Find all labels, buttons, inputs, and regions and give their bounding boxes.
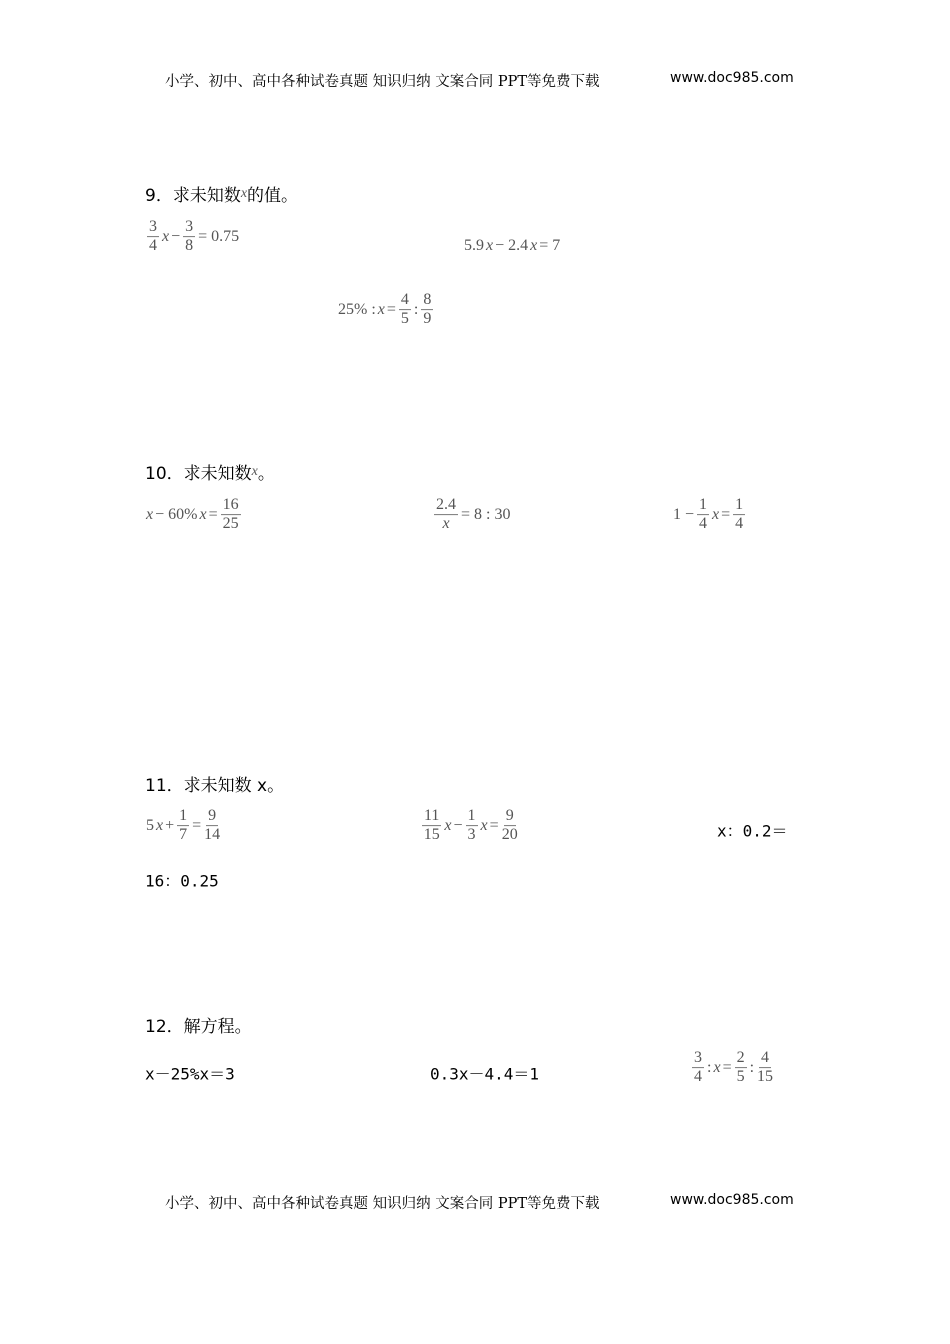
equation-text: = (721, 506, 731, 523)
fraction (183, 218, 195, 256)
numerator: 1 (697, 496, 709, 515)
equation-text: = 8 : 30 (461, 506, 511, 523)
numerator: 1 (733, 496, 745, 515)
equation-text: : (749, 1059, 755, 1076)
variable-x: x (162, 228, 170, 245)
equation (432, 496, 511, 534)
fraction (735, 1049, 747, 1087)
question-9-title (145, 181, 298, 206)
equation-line: x：0.2＝ (717, 821, 788, 841)
variable-x: x (712, 506, 720, 523)
equation-text: = (386, 301, 396, 318)
title-text: 10．求未知数 (145, 464, 252, 484)
equation-text: : (413, 301, 419, 318)
equation: x－25%x＝3 (145, 1064, 235, 1084)
denominator: 3 (467, 826, 476, 844)
equation (337, 291, 435, 329)
question-11-title: 11．求未知数 x。 (145, 776, 285, 796)
equation-text: 5.9 (464, 237, 484, 254)
denominator: 4 (699, 515, 708, 533)
numerator: 3 (692, 1049, 704, 1068)
equation-line: 16：0.25 (145, 871, 219, 891)
equation (145, 807, 222, 845)
equation-text: = (192, 817, 202, 834)
equation-text: − (171, 228, 181, 245)
question-12-title: 12．解方程。 (145, 1017, 252, 1037)
fraction (692, 1049, 704, 1087)
numerator: 4 (399, 291, 411, 310)
fraction (221, 496, 241, 534)
variable-x: x (530, 237, 538, 254)
question-10-title (145, 459, 275, 484)
equation (672, 496, 747, 534)
variable-x: x (240, 186, 248, 201)
numerator: 8 (421, 291, 433, 310)
header-text: 小学、初中、高中各种试卷真题 知识归纳 文案合同 PPT等免费下载 (165, 74, 600, 90)
numerator: 3 (147, 218, 159, 237)
equation (145, 496, 243, 534)
numerator: 1 (177, 807, 189, 826)
denominator: x (442, 515, 450, 533)
page-footer (165, 1192, 794, 1213)
fraction (502, 807, 518, 845)
denominator: 9 (423, 310, 432, 328)
variable-x: x (480, 817, 488, 834)
denominator: 5 (400, 310, 409, 328)
denominator: 25 (222, 515, 239, 533)
numerator: 9 (206, 807, 218, 826)
equation (463, 237, 561, 255)
variable-x: x (156, 817, 164, 834)
fraction (757, 1049, 773, 1087)
fraction (147, 218, 159, 256)
fraction (422, 807, 441, 845)
fraction (177, 807, 189, 845)
denominator: 8 (185, 237, 194, 255)
numerator: 11 (422, 807, 441, 826)
title-text: 。 (257, 464, 275, 484)
title-text: 9．求未知数 (145, 186, 241, 206)
numerator: 4 (759, 1049, 771, 1068)
denominator: 14 (204, 826, 221, 844)
equation-text: = (489, 817, 499, 834)
footer-text: 小学、初中、高中各种试卷真题 知识归纳 文案合同 PPT等免费下载 (165, 1196, 600, 1212)
numerator: 16 (221, 496, 241, 515)
denominator: 4 (149, 237, 157, 255)
equation-text: + (165, 817, 175, 834)
variable-x: x (146, 506, 154, 523)
fraction (399, 291, 411, 329)
equation-text: 25% : (338, 301, 376, 318)
equation-text: 5 (146, 817, 154, 834)
denominator: 4 (735, 515, 744, 533)
fraction (466, 807, 478, 845)
numerator: 9 (504, 807, 516, 826)
denominator: 20 (501, 826, 518, 844)
equation-text: = (208, 506, 218, 523)
denominator: 4 (694, 1068, 702, 1086)
equation-text: = (722, 1059, 732, 1076)
equation (420, 807, 520, 845)
variable-x: x (377, 301, 385, 318)
header-url[interactable]: www.doc985.com (670, 70, 794, 86)
numerator: 1 (466, 807, 478, 826)
numerator: 2.4 (434, 496, 458, 515)
numerator: 2 (735, 1049, 747, 1068)
equation-text: − 2.4 (495, 237, 529, 254)
equation-text: = 0.75 (198, 228, 240, 245)
equation-text: 1 − (673, 506, 695, 523)
fraction (421, 291, 433, 329)
equation-text: − 60% (155, 506, 198, 523)
title-text: 的值。 (247, 186, 299, 206)
equation-text: : (707, 1059, 712, 1076)
equation (145, 218, 240, 256)
page-header (165, 70, 794, 91)
equation-text: − (453, 817, 463, 834)
equation-text: = 7 (539, 237, 561, 254)
fraction (434, 496, 458, 534)
denominator: 5 (736, 1068, 745, 1086)
denominator: 15 (423, 826, 440, 844)
variable-x: x (486, 237, 494, 254)
footer-url[interactable]: www.doc985.com (670, 1192, 794, 1208)
variable-x: x (444, 817, 452, 834)
equation: 0.3x－4.4＝1 (430, 1064, 540, 1084)
variable-x: x (251, 464, 258, 479)
variable-x: x (713, 1059, 721, 1076)
denominator: 15 (757, 1068, 774, 1086)
numerator: 3 (183, 218, 195, 237)
fraction (733, 496, 745, 534)
equation (690, 1049, 775, 1087)
fraction (204, 807, 220, 845)
variable-x: x (199, 506, 207, 523)
fraction (697, 496, 709, 534)
denominator: 7 (179, 826, 188, 844)
